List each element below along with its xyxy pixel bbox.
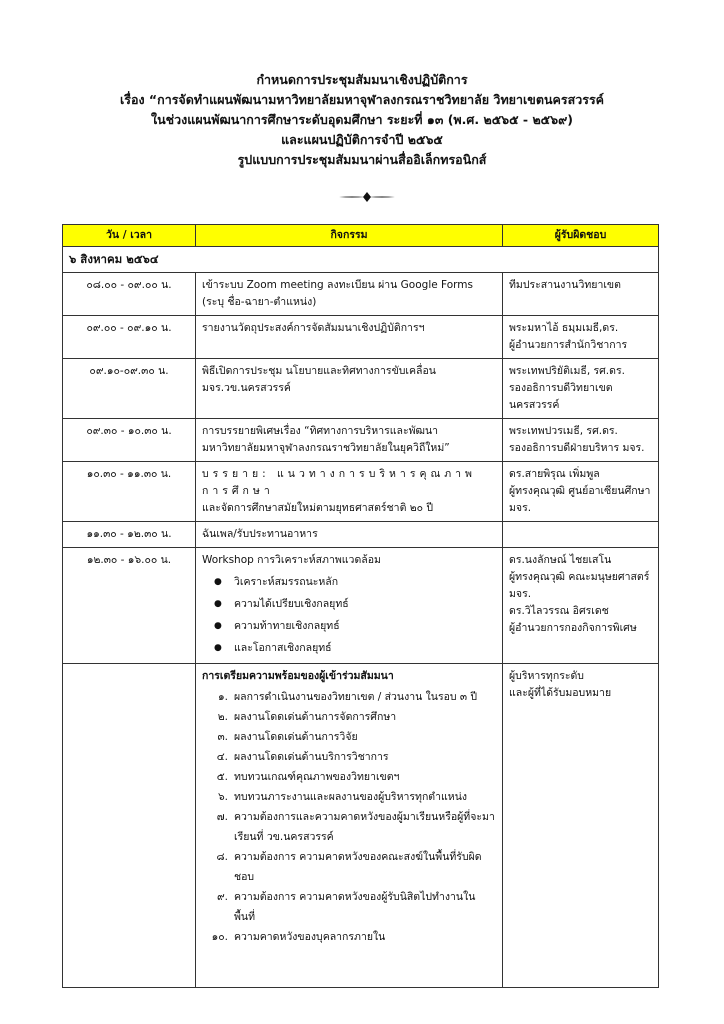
- responsible-line: พระเทพปวรเมธี, รศ.ดร.: [509, 425, 618, 437]
- date-cell: ๖ สิงหาคม ๒๕๖๔: [63, 247, 659, 273]
- table-row: [63, 522, 659, 548]
- activity-cell: [196, 664, 503, 988]
- workshop-title: Workshop การวิเคราะห์สภาพแวดล้อม: [202, 554, 381, 566]
- prep-item-text: ความต้องการ ความคาดหวังของคณะสงฆ์ในพื้นที่รับผิดชอบ: [234, 851, 482, 883]
- title-line-3: ในช่วงแผนพัฒนาการศึกษาระดับอุดมศึกษา ระยะที่ ๑๓ (พ.ศ. ๒๕๖๕ - ๒๕๖๙): [151, 112, 573, 127]
- responsible-line: มจร.: [509, 502, 532, 514]
- prep-item: [202, 687, 496, 707]
- prep-item-text: ความต้องการ ความคาดหวังของผู้รับนิสิตไปทำงานในพื้นที่: [234, 891, 476, 923]
- prep-item: [202, 927, 496, 947]
- activity-cell: [196, 462, 503, 522]
- responsible-cell: [503, 548, 659, 664]
- activity-cell: [196, 419, 503, 462]
- prep-item: [202, 747, 496, 767]
- activity-line: มจร.วข.นครสวรรค์: [202, 382, 291, 394]
- responsible-line: และผู้ที่ได้รับมอบหมาย: [509, 687, 612, 699]
- time-cell: ๑๒.๓๐ - ๑๖.๐๐ น.: [63, 548, 196, 664]
- responsible-line: รองอธิการบดีฝ่ายบริหาร มจร.: [509, 442, 645, 454]
- prep-item-number: ๘.: [216, 851, 228, 863]
- responsible-line: ผู้อำนวยการกองกิจการพิเศษ: [509, 622, 637, 634]
- document-header: [0, 70, 724, 170]
- prep-item-number: ๕.: [216, 771, 228, 783]
- prep-item-text: ผลงานโดดเด่นด้านบริการวิชาการ: [234, 751, 389, 763]
- title-line-5: รูปแบบการประชุมสัมมนาผ่านสื่ออิเล็กทรอนิกส์: [237, 152, 487, 167]
- time-cell: ๑๐.๓๐ - ๑๑.๓๐ น.: [63, 462, 196, 522]
- schedule-table: [62, 224, 659, 988]
- responsible-line: นครสวรรค์: [509, 399, 560, 411]
- activity-cell: [196, 359, 503, 419]
- responsible-line: มจร.: [509, 588, 532, 600]
- table-row: [63, 359, 659, 419]
- activity-line: บรรยาย: แนวทางการบริหารคุณภาพการศึกษา: [202, 468, 476, 497]
- title-line-2: เรื่อง “การจัดทำแผนพัฒนามหาวิทยาลัยมหาจุฬาลงกรณราชวิทยาลัย วิทยาเขตนครสวรรค์: [119, 92, 605, 107]
- activity-line: มหาวิทยาลัยมหาจุฬาลงกรณราชวิทยาลัยในยุควิถีใหม่”: [202, 442, 450, 454]
- prep-item-number: ๔.: [216, 751, 228, 763]
- responsible-line: ดร.วิไลวรรณ อิศรเดช: [509, 605, 609, 617]
- responsible-line: ผู้ทรงคุณวุฒิ ศูนย์อาเซียนศึกษา: [509, 485, 651, 497]
- prep-item: [202, 847, 496, 887]
- time-cell: ๐๙.๓๐ - ๑๐.๓๐ น.: [63, 419, 196, 462]
- responsible-line: ผู้อำนวยการสำนักวิชาการ: [509, 339, 628, 351]
- responsible-line: ทีมประสานงานวิทยาเขต: [509, 279, 621, 291]
- responsible-cell: [503, 462, 659, 522]
- prep-item: [202, 807, 496, 847]
- prep-row: [63, 664, 659, 988]
- prep-item-number: ๙.: [216, 891, 228, 903]
- activity-line: ฉันเพล/รับประทานอาหาร: [202, 528, 318, 540]
- prep-item-text: ผลงานโดดเด่นด้านการวิจัย: [234, 731, 358, 743]
- bullet-item: ● ความท้าทายเชิงกลยุทธ์: [202, 615, 496, 637]
- activity-line: เข้าระบบ Zoom meeting ลงทะเบียน ผ่าน Google Forms: [202, 279, 473, 291]
- table-header-row: [63, 225, 659, 247]
- prep-item-number: ๖.: [217, 791, 228, 803]
- prep-item-number: ๑.: [217, 691, 228, 703]
- activity-cell: [196, 316, 503, 359]
- activity-line: การบรรยายพิเศษเรื่อง “ทิศทางการบริหารและพัฒนา: [202, 425, 439, 437]
- table-row: [63, 419, 659, 462]
- prep-item-number: ๓.: [217, 731, 228, 743]
- workshop-row: [63, 548, 659, 664]
- prep-item: [202, 727, 496, 747]
- prep-item-number: ๗.: [216, 811, 228, 823]
- activity-line: รายงานวัตถุประสงค์การจัดสัมมนาเชิงปฏิบัติการฯ: [202, 322, 425, 334]
- header-responsible: ผู้รับผิดชอบ: [503, 225, 659, 247]
- responsible-cell: [503, 359, 659, 419]
- prep-item-text: ทบทวนเกณฑ์คุณภาพของวิทยาเขตฯ: [234, 771, 400, 783]
- time-cell: ๐๙.๑๐-๐๙.๓๐ น.: [63, 359, 196, 419]
- responsible-cell: [503, 419, 659, 462]
- responsible-line: ผู้บริหารทุกระดับ: [509, 670, 584, 682]
- table-row: [63, 316, 659, 359]
- prep-title: การเตรียมความพร้อมของผู้เข้าร่วมสัมมนา: [202, 670, 394, 682]
- workshop-bullets: [202, 571, 496, 659]
- date-row: [63, 247, 659, 273]
- responsible-line: ดร.สายพิรุณ เพิ่มพูล: [509, 468, 600, 480]
- prep-item: [202, 787, 496, 807]
- activity-line: พิธีเปิดการประชุม นโยบายและทิศทางการขับเคลื่อน: [202, 365, 436, 377]
- bullet-item: ● วิเคราะห์สมรรถนะหลัก: [202, 571, 496, 593]
- time-cell: ๑๑.๓๐ - ๑๒.๓๐ น.: [63, 522, 196, 548]
- activity-cell: [196, 548, 503, 664]
- prep-item-text: ผลงานโดดเด่นด้านการจัดการศึกษา: [234, 711, 397, 723]
- activity-line: (ระบุ ชื่อ-ฉายา-ตำแหน่ง): [202, 296, 317, 308]
- responsible-line: รองอธิการบดีวิทยาเขต: [509, 382, 613, 394]
- prep-item: [202, 707, 496, 727]
- responsible-cell: [503, 316, 659, 359]
- prep-item-text: ทบทวนภาระงานและผลงานของผู้บริหารทุกตำแหน่ง: [234, 791, 468, 803]
- activity-line: และจัดการศึกษาสมัยใหม่ตามยุทธศาสตร์ชาติ ๒๐ ปี: [202, 502, 434, 514]
- responsible-cell: [503, 522, 659, 548]
- bullet-item: ● ความได้เปรียบเชิงกลยุทธ์: [202, 593, 496, 615]
- title-line-4: และแผนปฏิบัติการจำปี ๒๕๖๕: [281, 132, 443, 147]
- responsible-line: พระเทพปริยัติเมธี, รศ.ดร.: [509, 365, 625, 377]
- prep-item-text: ความคาดหวังของบุคลากรภายใน: [234, 931, 386, 943]
- bullet-item: ● และโอกาสเชิงกลยุทธ์: [202, 637, 496, 659]
- prep-item: [202, 767, 496, 787]
- responsible-cell: [503, 664, 659, 988]
- activity-cell: [196, 522, 503, 548]
- table-row: [63, 273, 659, 316]
- prep-item-text: ผลการดำเนินงานของวิทยาเขต / ส่วนงาน ในรอบ ๓ ปี: [234, 691, 478, 703]
- time-cell: ๐๙.๐๐ - ๐๙.๑๐ น.: [63, 316, 196, 359]
- table-row: [63, 462, 659, 522]
- prep-item-text: ความต้องการและความคาดหวังของผู้มาเรียนหรือผู้ที่จะมาเรียนที่ วข.นครสวรรค์: [234, 811, 495, 843]
- time-cell: ๐๘.๐๐ - ๐๙.๐๐ น.: [63, 273, 196, 316]
- responsible-line: ผู้ทรงคุณวุฒิ คณะมนุษยศาสตร์: [509, 571, 650, 583]
- prep-item: [202, 887, 496, 927]
- header-activity: กิจกรรม: [196, 225, 503, 247]
- responsible-line: ดร.นงลักษณ์ ไชยเสโน: [509, 554, 612, 566]
- prep-item-number: ๒.: [217, 711, 228, 723]
- prep-item-number: ๑๐.: [211, 931, 228, 943]
- divider-ornament-icon: [337, 191, 397, 203]
- responsible-cell: [503, 273, 659, 316]
- prep-list: [202, 687, 496, 947]
- responsible-line: พระมหาไอ้ ธมฺมเมธี,ดร.: [509, 322, 619, 334]
- title-line-1: กำหนดการประชุมสัมมนาเชิงปฏิบัติการ: [256, 72, 468, 87]
- activity-cell: [196, 273, 503, 316]
- header-datetime: วัน / เวลา: [63, 225, 196, 247]
- time-cell: [63, 664, 196, 988]
